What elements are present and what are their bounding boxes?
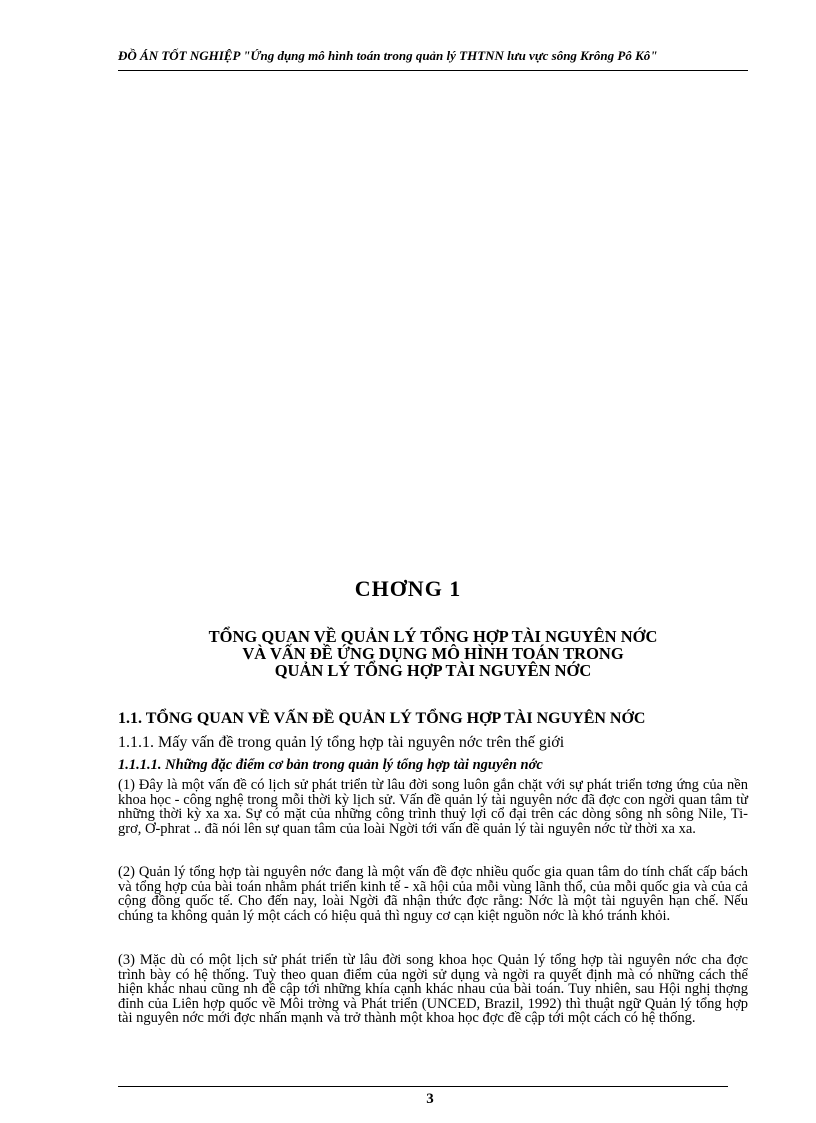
footer-rule bbox=[118, 1086, 728, 1087]
chapter-title bbox=[118, 628, 748, 679]
paragraph-2: (2) Quản lý tổng hợp tài nguyên nớc đang là một vấn đề đợc nhiều quốc gia quan tâm do tính chất cấp bách và tổng hợp của bài toán nhằm phát triển kinh tế - xã hội của mỗi vùng lãnh thổ, của mỗi quốc gia và của cả cộng đồng quốc tế. Cho đến nay, loài Ngời đã nhận thức đợc rằng: Nớc là một tài nguyên hạn chế. Nếu chúng ta không quản lý một cách có hiệu quả thì nguy cơ cạn kiệt nguồn nớc là khó tránh khỏi. bbox=[118, 864, 748, 924]
section-heading: 1.1. TỔNG QUAN VỀ VẤN ĐỀ QUẢN LÝ TỔNG HỢP TÀI NGUYÊN NỚC bbox=[118, 710, 646, 727]
subsubsection-heading: 1.1.1.1. Những đặc điểm cơ bản trong quản lý tổng hợp tài nguyên nớc bbox=[118, 757, 543, 773]
header-rule bbox=[118, 70, 748, 71]
page-number: 3 bbox=[426, 1091, 434, 1107]
chapter-title-line: VÀ VẤN ĐỀ ỨNG DỤNG MÔ HÌNH TOÁN TRONG bbox=[242, 644, 624, 663]
chapter-title-line: TỔNG QUAN VỀ QUẢN LÝ TỔNG HỢP TÀI NGUYÊN NỚC bbox=[208, 627, 658, 646]
subsection-heading: 1.1.1. Mấy vấn đề trong quản lý tổng hợp tài nguyên nớc trên thế giới bbox=[118, 734, 565, 751]
running-header: ĐỒ ÁN TỐT NGHIỆP "Ứng dụng mô hình toán trong quản lý THTNN lưu vực sông Krông Pô Kô" bbox=[118, 48, 658, 63]
paragraph-3: (3) Mặc dù có một lịch sử phát triển từ lâu đời song khoa học Quản lý tổng hợp tài nguyên nớc cha đợc trình bày có hệ thống. Tuỳ theo quan điểm của ngời sử dụng và ngời ra quyết định mà có những cách thể hiện khác nhau cũng nh đề cập tới những khía cạnh khác nhau của bài toán. Tuy nhiên, sau Hội nghị thợng đỉnh của Liên hợp quốc về Môi trờng và Phát triển (UNCED, Brazil, 1992) thì thuật ngữ Quản lý tổng hợp tài nguyên nớc mới đợc nhấn mạnh và trở thành một khoa học đợc đề cập tới một cách có hệ thống. bbox=[118, 952, 748, 1026]
chapter-title-line: QUẢN LÝ TỔNG HỢP TÀI NGUYÊN NỚC bbox=[274, 661, 592, 680]
chapter-label: CHƠNG 1 bbox=[354, 576, 462, 601]
paragraph-1: (1) Đây là một vấn đề có lịch sử phát triển từ lâu đời song luôn gắn chặt với sự phát triển tơng ứng của nền khoa học - công nghệ trong mỗi thời kỳ lịch sử. Vấn đề quản lý tài nguyên nớc đã đợc con ngời quan tâm từ những thời kỳ xa xa. Sự có mặt của những công trình thuỷ lợi cổ đại trên các dòng sông nh sông Nile, Ti-grơ, Ơ-phrat .. đã nói lên sự quan tâm của loài Ngời tới vấn đề quản lý tài nguyên nớc từ thời xa xa. bbox=[118, 777, 748, 837]
